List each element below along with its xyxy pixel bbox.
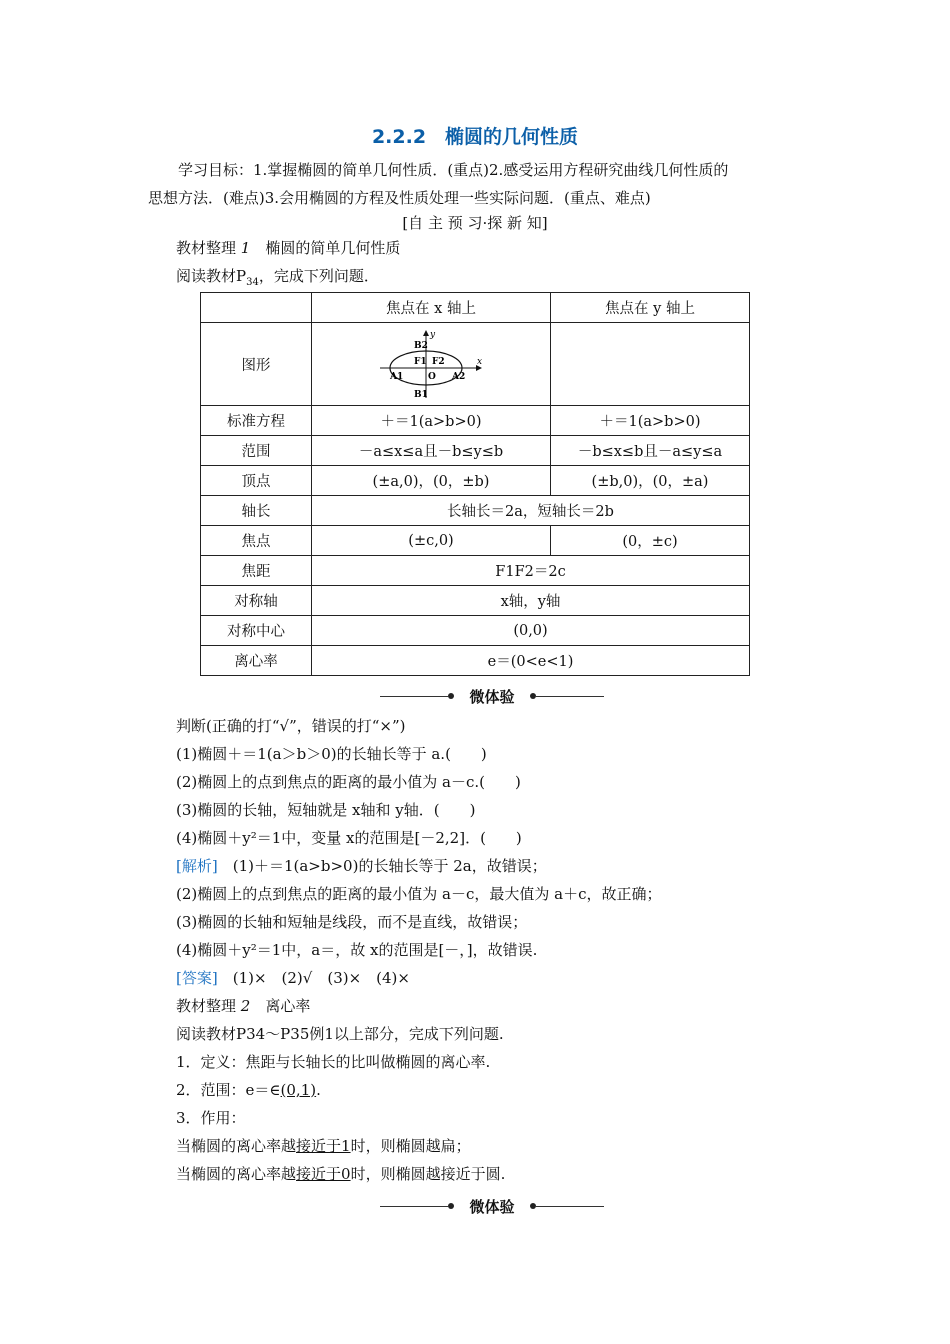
analysis-tag: [解析] <box>176 857 218 875</box>
divider-label: 微体验 <box>469 688 515 706</box>
section-bracket: [自 主 预 习·探 新 知] <box>402 214 548 232</box>
table-row <box>201 293 750 323</box>
divider-line <box>380 696 448 697</box>
analysis-line: (4)椭圆＋y²＝1中，a＝，故 x的范围是[－，]，故错误. <box>176 941 538 959</box>
header-focus-y: 焦点在 y 轴上 <box>551 293 750 323</box>
label-b1: B1 <box>414 390 428 400</box>
table-row <box>201 526 750 556</box>
range-value: (0,1) <box>280 1081 317 1099</box>
table-row <box>201 496 750 526</box>
row-label: 顶点 <box>201 466 312 496</box>
divider-label: 微体验 <box>469 1198 515 1216</box>
use-line-2 <box>176 1164 505 1184</box>
section1-read <box>176 266 379 293</box>
table-row <box>201 556 750 586</box>
judge-intro: 判断(正确的打“√”，错误的打“×”) <box>176 717 406 735</box>
use-heading: 3．作用： <box>176 1109 246 1127</box>
use1-prefix: 当椭圆的离心率越 <box>176 1137 297 1155</box>
judge-item: (4)椭圆＋y²＝1中，变量 x的范围是[－2,2]．( ) <box>176 829 522 847</box>
divider-line <box>536 1206 604 1207</box>
row-label: 焦距 <box>201 556 312 586</box>
row-value-x: (±a,0)，(0，±b) <box>312 466 551 496</box>
row-value-merged: 长轴长＝2a，短轴长＝2b <box>312 496 750 526</box>
heading-rest: 离心率 <box>250 997 311 1015</box>
row-label: 轴长 <box>201 496 312 526</box>
table-row <box>201 406 750 436</box>
heading-num: 1 <box>240 239 251 257</box>
row-value-merged: (0,0) <box>312 616 750 646</box>
analysis-text: (1)＋＝1(a>b>0)的长轴长等于 2a，故错误； <box>217 857 547 875</box>
answer-text: (1)× (2)√ (3)× (4)× <box>217 969 410 987</box>
divider-line <box>536 696 604 697</box>
table-row <box>201 323 750 406</box>
ellipse-figure-cell <box>312 323 551 406</box>
divider-2 <box>380 1196 604 1216</box>
read-sub: 34 <box>246 277 259 288</box>
use1-underlined: 接近于1 <box>296 1137 351 1155</box>
heading-rest: 椭圆的简单几何性质 <box>250 239 401 257</box>
ellipse-properties-table <box>200 292 750 676</box>
row-value-x: －a≤x≤a且－b≤y≤b <box>312 436 551 466</box>
goal-line-2: 思想方法．(难点)3.会用椭圆的方程及性质处理一些实际问题．(重点、难点) <box>148 189 651 207</box>
divider-dot-icon <box>448 1203 454 1209</box>
row-value-y: ＋＝1(a>b>0) <box>551 406 750 436</box>
row-value-x: (±c,0) <box>312 526 551 556</box>
row-value-merged: F1F2＝2c <box>312 556 750 586</box>
table-cell-empty <box>551 323 750 406</box>
page-title: 2.2.2 椭圆的几何性质 <box>371 126 579 148</box>
table-row <box>201 586 750 616</box>
judge-item: (2)椭圆上的点到焦点的距离的最小值为 a－c.( ) <box>176 773 521 791</box>
range-suffix: . <box>316 1081 321 1099</box>
row-label-graph: 图形 <box>201 323 312 406</box>
table-row <box>201 436 750 466</box>
row-value-y: －b≤x≤b且－a≤y≤a <box>551 436 750 466</box>
header-focus-x: 焦点在 x 轴上 <box>312 293 551 323</box>
analysis-line: (2)椭圆上的点到焦点的距离的最小值为 a－c，最大值为 a＋c，故正确； <box>176 885 662 903</box>
table-row <box>201 646 750 676</box>
row-label: 范围 <box>201 436 312 466</box>
table-row <box>201 616 750 646</box>
analysis-line <box>176 856 547 876</box>
divider-dot-icon <box>448 693 454 699</box>
label-o: O <box>428 372 436 382</box>
use1-suffix: 时，则椭圆越扁； <box>350 1137 471 1155</box>
section1-heading <box>176 238 400 258</box>
row-label: 标准方程 <box>201 406 312 436</box>
analysis-line: (3)椭圆的长轴和短轴是线段，而不是直线，故错误； <box>176 913 528 931</box>
row-label: 对称中心 <box>201 616 312 646</box>
read-rest: ，完成下列问题． <box>258 267 379 285</box>
label-b2: B2 <box>414 341 428 351</box>
label-x: x <box>477 357 483 367</box>
judge-item: (3)椭圆的长轴，短轴就是 x轴和 y轴．( ) <box>176 801 476 819</box>
label-a1: A1 <box>390 372 404 382</box>
answer-line <box>176 968 410 988</box>
heading-prefix: 教材整理 <box>176 239 241 257</box>
definition-line: 1．定义：焦距与长轴长的比叫做椭圆的离心率. <box>176 1053 491 1071</box>
ellipse-figure <box>376 328 486 400</box>
row-label: 离心率 <box>201 646 312 676</box>
answer-tag: [答案] <box>176 969 218 987</box>
section2-read: 阅读教材P34～P35例1以上部分，完成下列问题. <box>176 1025 504 1043</box>
range-prefix: 2．范围：e＝∈ <box>176 1081 281 1099</box>
table-cell-empty <box>201 293 312 323</box>
row-value-y: (0，±c) <box>551 526 750 556</box>
row-value-x: ＋＝1(a>b>0) <box>312 406 551 436</box>
y-arrow-icon <box>423 330 429 336</box>
table-row <box>201 466 750 496</box>
label-f1: F1 <box>414 357 427 367</box>
goal-line-1: 学习目标：1.掌握椭圆的简单几何性质．(重点)2.感受运用方程研究曲线几何性质的 <box>178 161 729 179</box>
use-line-1 <box>176 1136 471 1156</box>
row-value-merged: e＝(0<e<1) <box>312 646 750 676</box>
heading-num: 2 <box>240 997 251 1015</box>
row-value-merged: x轴，y轴 <box>312 586 750 616</box>
section2-heading <box>176 996 310 1016</box>
use2-prefix: 当椭圆的离心率越 <box>176 1165 297 1183</box>
row-value-y: (±b,0)，(0，±a) <box>551 466 750 496</box>
use2-suffix: 时，则椭圆越接近于圆. <box>350 1165 506 1183</box>
read-text: 阅读教材P <box>176 267 247 285</box>
heading-prefix: 教材整理 <box>176 997 241 1015</box>
row-label: 焦点 <box>201 526 312 556</box>
label-f2: F2 <box>432 357 445 367</box>
divider-line <box>380 1206 448 1207</box>
row-label: 对称轴 <box>201 586 312 616</box>
divider-1 <box>380 686 604 706</box>
range-line <box>176 1080 321 1100</box>
label-y: y <box>430 330 436 340</box>
judge-item: (1)椭圆＋＝1(a＞b＞0)的长轴长等于 a.( ) <box>176 745 487 763</box>
use2-underlined: 接近于0 <box>296 1165 351 1183</box>
label-a2: A2 <box>452 372 466 382</box>
learning-goals <box>148 156 808 212</box>
